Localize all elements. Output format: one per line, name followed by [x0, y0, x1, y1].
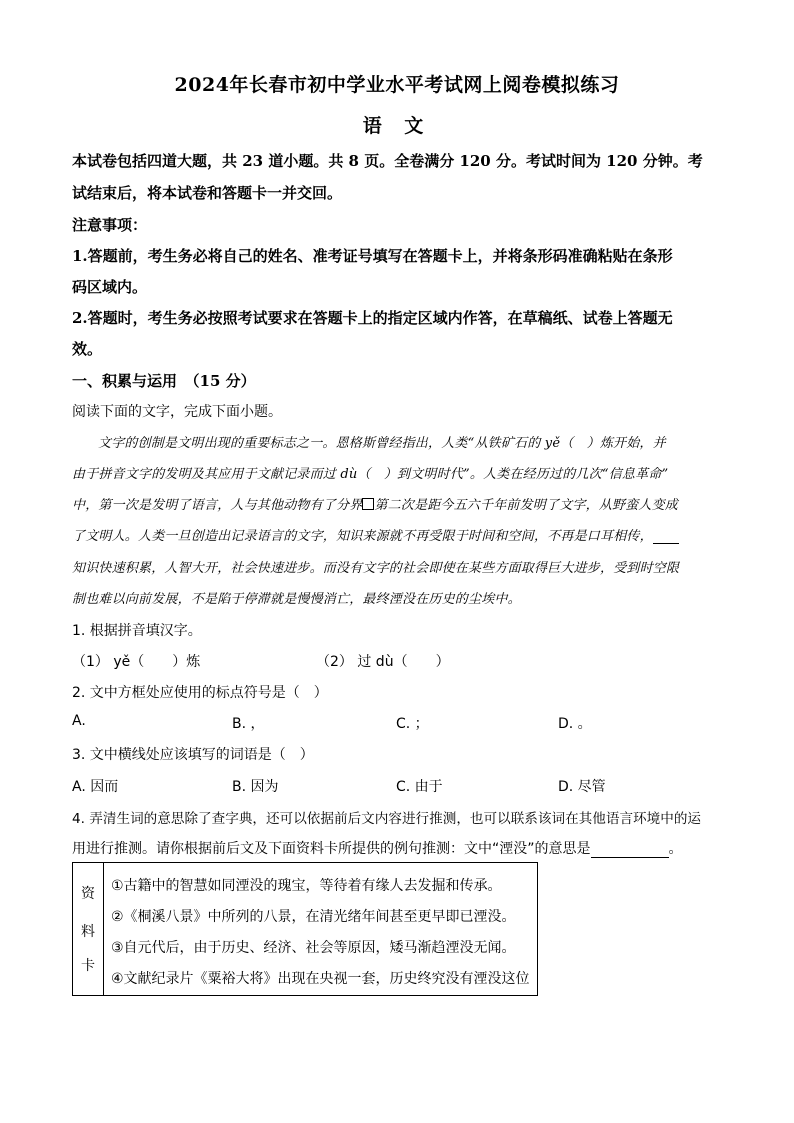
notice-heading: 注意事项： [72, 216, 148, 234]
intro-line-2: 试结束后，将本试卷和答题卡一并交回。 [72, 184, 343, 202]
q3-option-c[interactable]: C. 由于 [396, 779, 443, 795]
card-label-char-1: 资 [81, 886, 95, 902]
q1-stem: 1. 根据拼音填汉字。 [72, 623, 202, 639]
passage-line-4 [72, 525, 679, 544]
exam-title: 2024年长春市初中学业水平考试网上阅卷模拟练习 [174, 74, 620, 96]
material-card [72, 862, 538, 996]
q4-stem-line-2-text: 用进行推测。请你根据前后文及下面资料卡所提供的例句推测：文中“湮没”的意思是 [72, 841, 591, 857]
q3-option-a[interactable]: A. 因而 [72, 779, 119, 795]
card-label-char-2: 料 [81, 924, 95, 940]
q2-option-d[interactable]: D. 。 [558, 716, 592, 732]
passage-line-2: 由于拼音文字的发明及其应用于文献记录而过 dù（ ）到文明时代”。人类在经历过的几次“信息革命” [72, 467, 669, 482]
section-1-heading: 一、积累与运用 （15 分） [72, 372, 256, 390]
q1-part-1: （1） yě（ ）炼 [72, 654, 201, 670]
card-item-4: ④文献纪录片《粟裕大将》出现在央视一套，历史终究没有湮没这位 [111, 971, 530, 987]
intro-line-1: 本试卷包括四道大题，共 23 道小题。共 8 页。全卷满分 120 分。考试时间为 120 分钟。考 [72, 152, 703, 170]
card-item-2: ②《桐溪八景》中所列的八景，在清光绪年间甚至更早即已湮没。 [111, 909, 516, 925]
q4-stem-line-1: 4. 弄清生词的意思除了查字典，还可以依据前后文内容进行推测，也可以联系该词在其他语言环境中的运 [72, 811, 702, 827]
passage-line-4-text: 了文明人。人类一旦创造出记录语言的文字，知识来源就不再受限于时间和空间，不再是口耳相传， [72, 529, 653, 544]
section-1-prompt: 阅读下面的文字，完成下面小题。 [72, 404, 282, 420]
q3-option-d[interactable]: D. 尽管 [558, 779, 606, 795]
card-item-3: ③自元代后，由于历史、经济、社会等原因，矮马渐趋湮没无闻。 [111, 940, 516, 956]
passage-line-1: 文字的创制是文明出现的重要标志之一。恩格斯曾经指出，人类“从铁矿石的 yě（ ）炼开始，并 [98, 436, 666, 451]
card-label-char-3: 卡 [81, 958, 95, 974]
q4-stem-end: 。 [668, 841, 683, 857]
q4-answer-blank[interactable] [591, 842, 669, 858]
q2-stem: 2. 文中方框处应使用的标点符号是（ ） [72, 685, 328, 701]
punctuation-box [362, 498, 374, 510]
card-item-1: ①古籍中的智慧如同湮没的瑰宝，等待着有缘人去发掘和传承。 [111, 878, 502, 894]
q1-part-2: （2） 过 dù（ ） [316, 654, 450, 670]
q2-option-b[interactable]: B. ， [232, 716, 265, 732]
notice-item-2-line-1: 2.答题时，考生务必按照考试要求在答题卡上的指定区域内作答，在草稿纸、试卷上答题无 [72, 309, 673, 327]
q4-stem-line-2 [72, 838, 683, 858]
q3-option-b[interactable]: B. 因为 [232, 779, 279, 795]
q2-option-a[interactable]: A. [72, 713, 86, 729]
passage-line-6: 制也难以向前发展，不是陷于停滞就是慢慢消亡，最终湮没在历史的尘埃中。 [72, 592, 521, 607]
passage-line-3-part-a: 中，第一次是发明了语言，人与其他动物有了分界 [72, 498, 363, 513]
material-card-label [73, 863, 104, 995]
passage-line-3 [72, 494, 678, 513]
q2-option-c[interactable]: C. ； [396, 716, 429, 732]
q3-stem: 3. 文中横线处应该填写的词语是（ ） [72, 747, 314, 763]
notice-item-1-line-1: 1.答题前，考生务必将自己的姓名、准考证号填写在答题卡上，并将条形码准确粘贴在条形 [72, 247, 673, 265]
word-blank [653, 529, 679, 544]
exam-subject: 语 文 [362, 115, 432, 137]
passage-line-5: 知识快速积累，人智大开，社会快速进步。而没有文字的社会即使在某些方面取得巨大进步，受到时空限 [72, 561, 680, 576]
notice-item-2-line-2: 效。 [72, 340, 103, 358]
notice-item-1-line-2: 码区域内。 [72, 278, 148, 296]
passage-line-3-part-b: 第二次是距今五六千年前发明了文字，从野蛮人变成 [374, 498, 679, 513]
